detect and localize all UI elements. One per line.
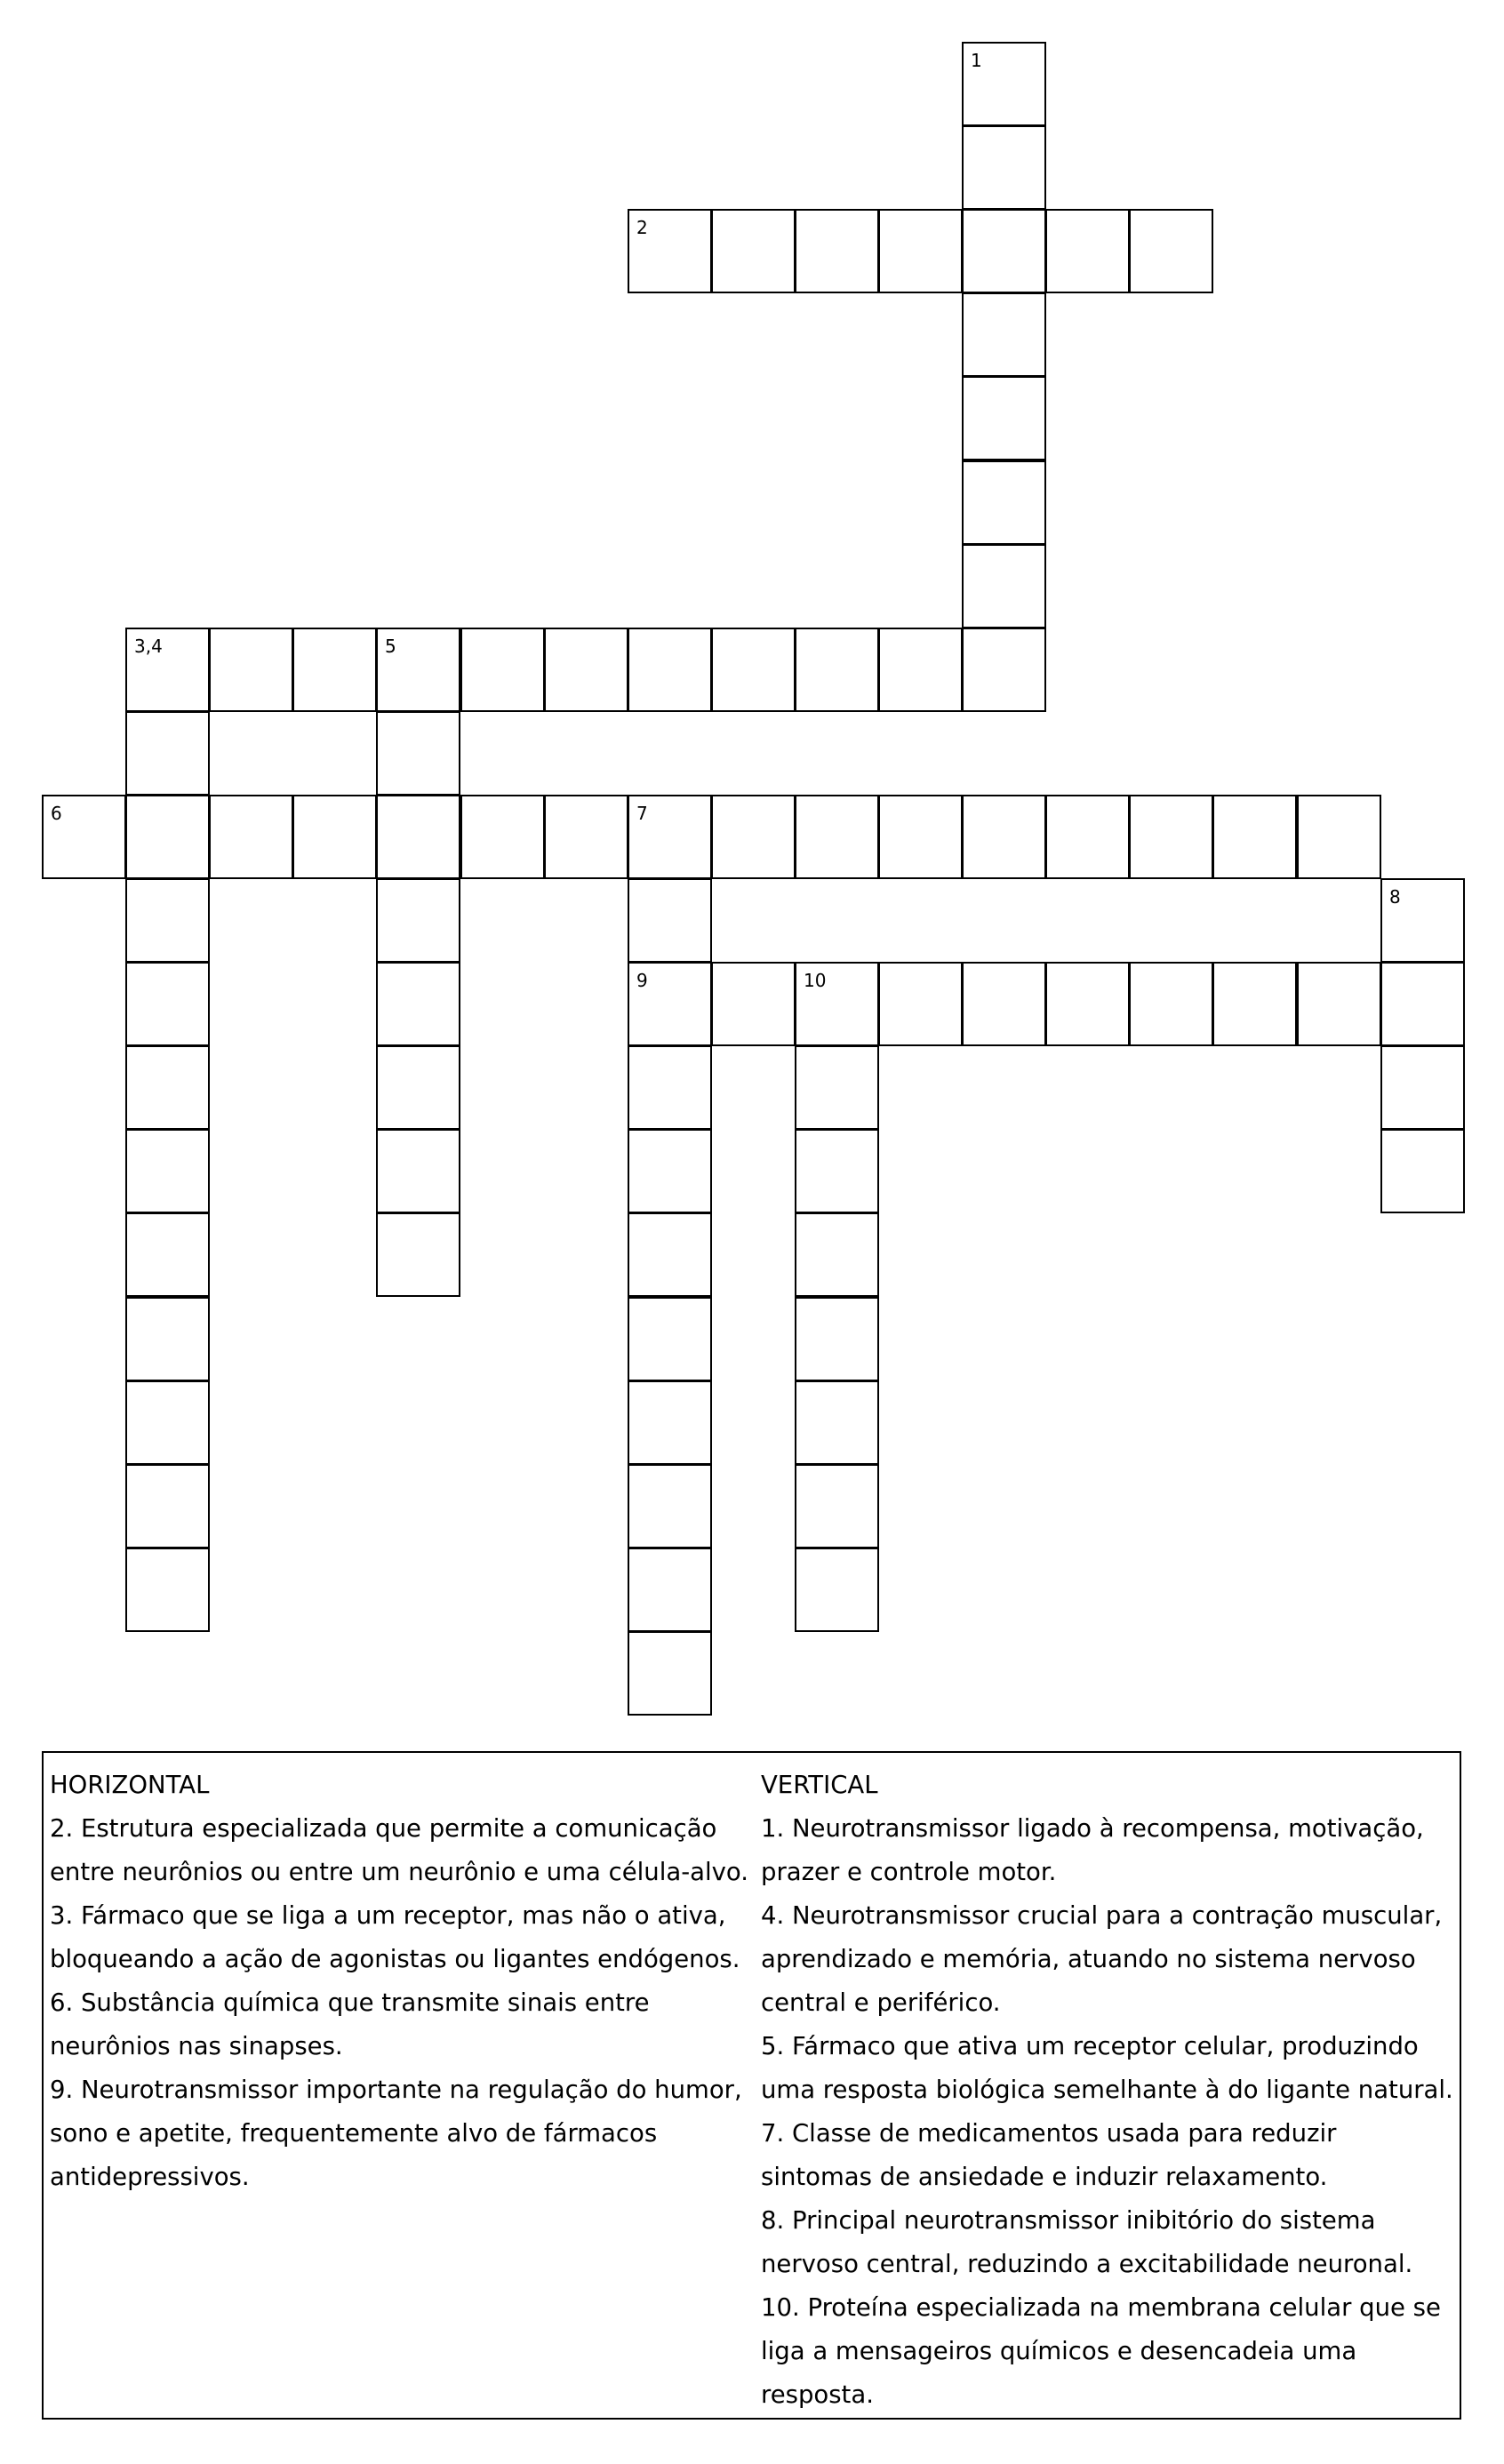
clue-number: 8 xyxy=(1389,886,1401,908)
grid-cell[interactable] xyxy=(711,795,796,879)
clue-number: 7 xyxy=(636,803,648,824)
grid-cell[interactable] xyxy=(1045,209,1130,293)
grid-cell[interactable] xyxy=(878,962,963,1046)
grid-cell[interactable] xyxy=(628,1380,712,1465)
grid-cell[interactable] xyxy=(1380,1129,1465,1213)
grid-cell[interactable] xyxy=(962,376,1046,460)
grid-cell[interactable] xyxy=(125,795,210,879)
grid-cell[interactable] xyxy=(42,795,126,879)
grid-cell[interactable] xyxy=(460,795,545,879)
grid-cell[interactable] xyxy=(711,628,796,712)
grid-cell[interactable] xyxy=(795,962,879,1046)
grid-cell[interactable] xyxy=(795,1464,879,1548)
grid-cell[interactable] xyxy=(795,1548,879,1632)
grid-cell[interactable] xyxy=(795,1129,879,1213)
vertical-clue-1: 1. Neurotransmissor ligado à recompensa, motivação, prazer e controle motor. xyxy=(761,1814,1424,1886)
vertical-heading: VERTICAL xyxy=(761,1771,878,1799)
grid-cell[interactable] xyxy=(544,628,628,712)
grid-cell[interactable] xyxy=(292,795,377,879)
grid-cell[interactable] xyxy=(125,1548,210,1632)
horizontal-clue-2: 2. Estrutura especializada que permite a comunicação entre neurônios ou entre um neurônio e uma célula-alvo. xyxy=(50,1814,748,1886)
grid-cell[interactable] xyxy=(209,628,293,712)
grid-cell[interactable] xyxy=(125,1045,210,1130)
grid-cell[interactable] xyxy=(125,1212,210,1297)
horizontal-heading: HORIZONTAL xyxy=(50,1771,210,1799)
grid-cell[interactable] xyxy=(711,209,796,293)
grid-cell[interactable] xyxy=(1045,795,1130,879)
grid-cell[interactable] xyxy=(376,1212,460,1297)
grid-cell[interactable] xyxy=(628,1129,712,1213)
grid-cell[interactable] xyxy=(125,628,210,712)
grid-cell[interactable] xyxy=(962,125,1046,210)
clue-number: 5 xyxy=(385,636,396,657)
grid-cell[interactable] xyxy=(125,962,210,1046)
grid-cell[interactable] xyxy=(460,628,545,712)
grid-cell[interactable] xyxy=(628,628,712,712)
grid-cell[interactable] xyxy=(376,795,460,879)
horizontal-clue-3: 3. Fármaco que se liga a um receptor, mas não o ativa, bloqueando a ação de agonistas ou ligantes endógenos. xyxy=(50,1901,740,1973)
clue-number: 3,4 xyxy=(134,636,163,657)
grid-cell[interactable] xyxy=(711,962,796,1046)
grid-cell[interactable] xyxy=(628,1212,712,1297)
grid-cell[interactable] xyxy=(962,795,1046,879)
grid-cell[interactable] xyxy=(376,1129,460,1213)
grid-cell[interactable] xyxy=(1045,962,1130,1046)
grid-cell[interactable] xyxy=(795,1380,879,1465)
grid-cell[interactable] xyxy=(628,795,712,879)
clue-number: 6 xyxy=(51,803,62,824)
grid-cell[interactable] xyxy=(795,209,879,293)
grid-cell[interactable] xyxy=(209,795,293,879)
grid-cell[interactable] xyxy=(795,1297,879,1381)
vertical-clue-5: 5. Fármaco que ativa um receptor celular, produzindo uma resposta biológica semelhante à do ligante natural. xyxy=(761,2032,1453,2104)
clue-number: 2 xyxy=(636,217,648,238)
grid-cell[interactable] xyxy=(125,1464,210,1548)
clue-number: 10 xyxy=(804,970,827,991)
grid-cell[interactable] xyxy=(1380,878,1465,963)
grid-cell[interactable] xyxy=(795,795,879,879)
grid-cell[interactable] xyxy=(376,711,460,796)
grid-cell[interactable] xyxy=(125,1129,210,1213)
grid-cell[interactable] xyxy=(292,628,377,712)
grid-cell[interactable] xyxy=(628,1297,712,1381)
grid-cell[interactable] xyxy=(1297,795,1381,879)
grid-cell[interactable] xyxy=(1129,209,1213,293)
grid-cell[interactable] xyxy=(125,1380,210,1465)
horizontal-clue-6: 6. Substância química que transmite sinais entre neurônios nas sinapses. xyxy=(50,1988,650,2060)
grid-cell[interactable] xyxy=(125,711,210,796)
grid-cell[interactable] xyxy=(628,209,712,293)
grid-cell[interactable] xyxy=(878,628,963,712)
grid-cell[interactable] xyxy=(795,628,879,712)
grid-cell[interactable] xyxy=(878,795,963,879)
grid-cell[interactable] xyxy=(376,628,460,712)
grid-cell[interactable] xyxy=(376,1045,460,1130)
horizontal-clues xyxy=(50,1764,752,2199)
vertical-clue-4: 4. Neurotransmissor crucial para a contração muscular, aprendizado e memória, atuando no sistema nervoso central e periférico. xyxy=(761,1901,1443,2017)
clue-number: 9 xyxy=(636,970,648,991)
grid-cell[interactable] xyxy=(962,628,1046,712)
grid-cell[interactable] xyxy=(628,1631,712,1716)
grid-cell[interactable] xyxy=(628,1464,712,1548)
vertical-clue-10: 10. Proteína especializada na membrana celular que se liga a mensageiros químicos e desencadeia uma resposta. xyxy=(761,2293,1441,2409)
grid-cell[interactable] xyxy=(125,878,210,963)
clue-number: 1 xyxy=(971,50,982,71)
grid-cell[interactable] xyxy=(628,962,712,1046)
vertical-clues xyxy=(761,1764,1454,2417)
grid-cell[interactable] xyxy=(962,42,1046,126)
grid-cell[interactable] xyxy=(376,962,460,1046)
grid-cell[interactable] xyxy=(1212,795,1297,879)
grid-cell[interactable] xyxy=(962,292,1046,377)
grid-cell[interactable] xyxy=(1380,1045,1465,1130)
vertical-clue-8: 8. Principal neurotransmissor inibitório do sistema nervoso central, reduzindo a excitabilidade neuronal. xyxy=(761,2206,1413,2278)
grid-cell[interactable] xyxy=(544,795,628,879)
grid-cell[interactable] xyxy=(795,1212,879,1297)
grid-cell[interactable] xyxy=(878,209,963,293)
grid-cell[interactable] xyxy=(628,1548,712,1632)
grid-cell[interactable] xyxy=(376,878,460,963)
grid-cell[interactable] xyxy=(962,460,1046,545)
grid-cell[interactable] xyxy=(125,1297,210,1381)
vertical-clue-7: 7. Classe de medicamentos usada para reduzir sintomas de ansiedade e induzir relaxamento. xyxy=(761,2119,1337,2191)
grid-cell[interactable] xyxy=(962,544,1046,628)
grid-cell[interactable] xyxy=(628,1045,712,1130)
grid-cell[interactable] xyxy=(1380,962,1465,1046)
grid-cell[interactable] xyxy=(962,962,1046,1046)
grid-cell[interactable] xyxy=(1129,962,1213,1046)
grid-cell[interactable] xyxy=(962,209,1046,293)
grid-cell[interactable] xyxy=(628,878,712,963)
grid-cell[interactable] xyxy=(1129,795,1213,879)
grid-cell[interactable] xyxy=(1297,962,1381,1046)
grid-cell[interactable] xyxy=(1212,962,1297,1046)
clues-box xyxy=(42,1751,1461,2420)
horizontal-clue-9: 9. Neurotransmissor importante na regulação do humor, sono e apetite, frequentemente alvo de fármacos antidepressivos. xyxy=(50,2076,742,2191)
grid-cell[interactable] xyxy=(795,1045,879,1130)
